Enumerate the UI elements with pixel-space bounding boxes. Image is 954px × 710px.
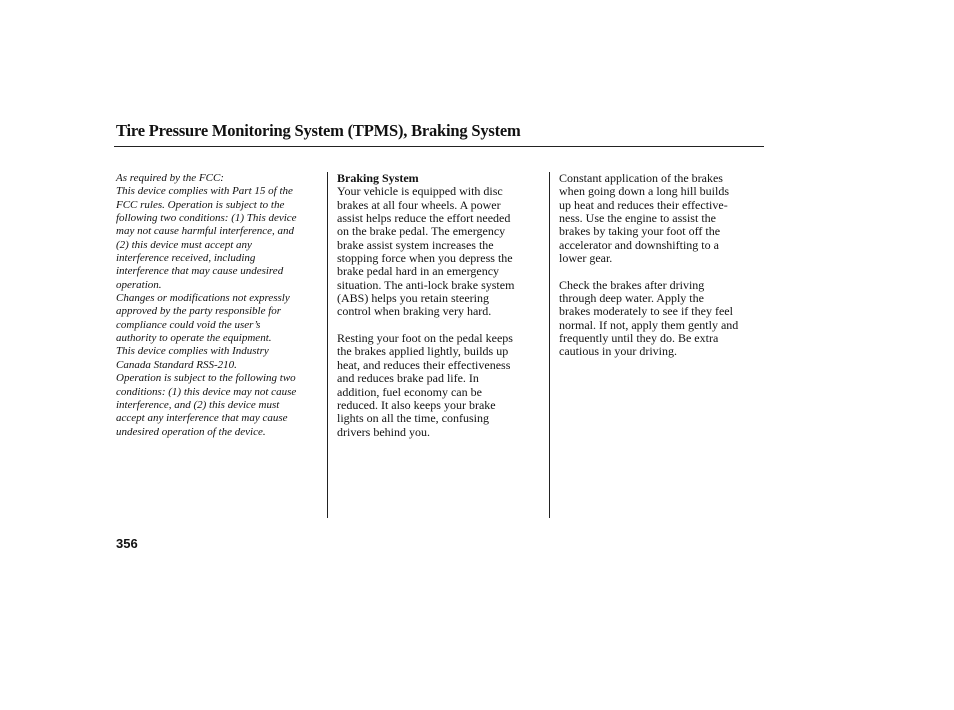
text-line: Resting your foot on the pedal keeps <box>337 331 513 346</box>
fcc-line: Operation is subject to the following two <box>116 372 296 385</box>
fcc-line: compliance could void the user’s <box>116 318 261 331</box>
text-line: brakes at all four wheels. A power <box>337 197 501 212</box>
fcc-line: Canada Standard RSS-210. <box>116 358 237 371</box>
braking-system-column <box>337 172 543 439</box>
brake-tips-column <box>559 172 765 359</box>
text-line: frequently until they do. Be extra <box>559 331 719 346</box>
fcc-line: This device complies with Part 15 of the <box>116 185 293 198</box>
fcc-line: conditions: (1) this device may not cause <box>116 385 297 398</box>
text-line: Constant application of the brakes <box>559 171 723 185</box>
text-line: (ABS) helps you retain steering <box>337 291 489 306</box>
text-line: Your vehicle is equipped with disc <box>337 184 503 199</box>
text-line: lights on all the time, confusing <box>337 411 489 426</box>
text-line: brakes moderately to see if they feel <box>559 304 733 319</box>
fcc-line: interference, and (2) this device must <box>116 398 280 411</box>
title-rule <box>114 146 764 147</box>
text-line: accelerator and downshifting to a <box>559 237 719 252</box>
fcc-line: As required by the FCC: <box>116 172 224 184</box>
column-divider-right <box>549 172 550 518</box>
fcc-line: interference that may cause undesired <box>116 265 284 278</box>
fcc-line: interference received, including <box>116 252 256 265</box>
text-line: control when braking very hard. <box>337 304 492 319</box>
text-line: Check the brakes after driving <box>559 277 705 292</box>
text-line: on the brake pedal. The emergency <box>337 224 506 239</box>
fcc-line: Changes or modifications not expressly <box>116 292 290 305</box>
fcc-line: authority to operate the equipment. <box>116 332 272 345</box>
text-line: heat, and reduces their effectiveness <box>337 357 511 372</box>
text-line: the brakes applied lightly, builds up <box>337 344 509 359</box>
paragraph-gap <box>559 265 765 278</box>
text-line: through deep water. Apply the <box>559 291 704 306</box>
page-number: 356 <box>116 536 138 551</box>
text-line: drivers behind you. <box>337 424 430 439</box>
fcc-line: following two conditions: (1) This device <box>116 212 297 225</box>
text-line: situation. The anti-lock brake system <box>337 277 515 292</box>
text-line: assist helps reduce the effort needed <box>337 211 511 226</box>
text-line: when going down a long hill builds <box>559 184 729 199</box>
text-line: and reduces brake pad life. In <box>337 371 479 386</box>
text-line: brake pedal hard in an emergency <box>337 264 500 279</box>
text-line: addition, fuel economy can be <box>337 384 482 399</box>
paragraph-gap <box>337 319 543 332</box>
text-line: ness. Use the engine to assist the <box>559 211 716 226</box>
fcc-line: accept any interference that may cause <box>116 412 288 425</box>
text-line: normal. If not, apply them gently and <box>559 317 739 332</box>
text-line: cautious in your driving. <box>559 344 677 359</box>
fcc-line: operation. <box>116 278 162 291</box>
text-line: lower gear. <box>559 251 613 266</box>
fcc-line: approved by the party responsible for <box>116 305 282 318</box>
text-line: brake assist system increases the <box>337 237 494 252</box>
fcc-line: This device complies with Industry <box>116 345 269 358</box>
text-line: up heat and reduces their effective- <box>559 197 728 212</box>
column-divider-left <box>327 172 328 518</box>
fcc-line: may not cause harmful interference, and <box>116 225 294 238</box>
fcc-line: undesired operation of the device. <box>116 425 266 438</box>
section-heading: Braking System <box>337 171 419 185</box>
fcc-line: FCC rules. Operation is subject to the <box>116 198 285 211</box>
fcc-notice-column <box>116 172 324 439</box>
text-line: reduced. It also keeps your brake <box>337 397 496 412</box>
fcc-line: (2) this device must accept any <box>116 238 252 251</box>
text-line: brakes by taking your foot off the <box>559 224 721 239</box>
page-title: Tire Pressure Monitoring System (TPMS), Braking System <box>116 121 521 140</box>
text-line: stopping force when you depress the <box>337 251 513 266</box>
